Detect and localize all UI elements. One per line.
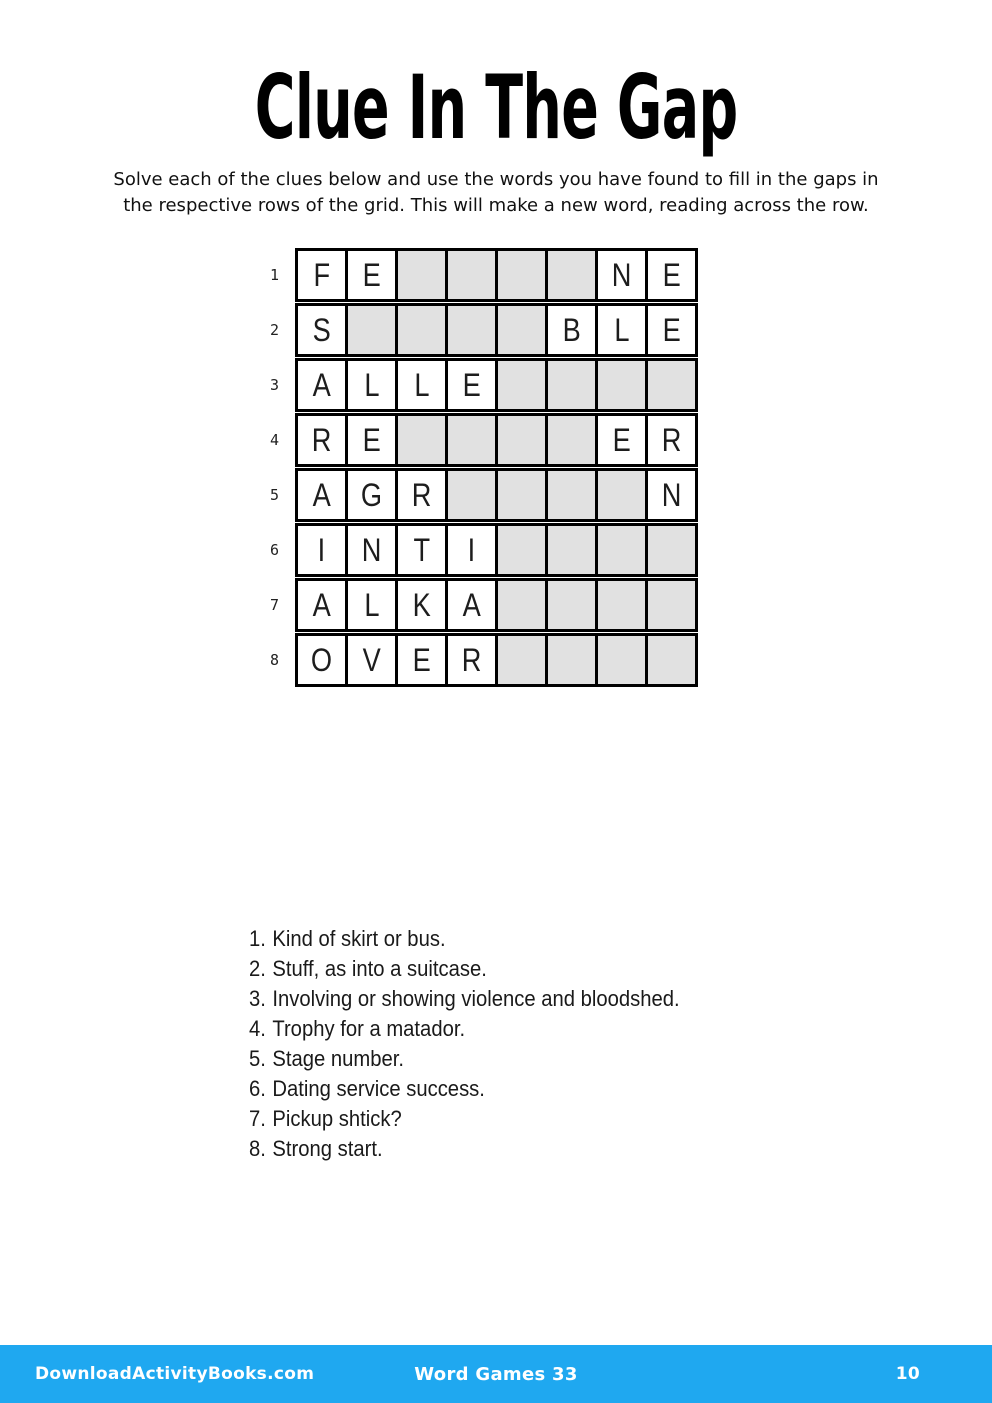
grid-row: [249, 578, 698, 632]
grid-row: [249, 523, 698, 577]
clue-text: Pickup shtick?: [272, 1106, 402, 1131]
grid-gap-cell: [445, 248, 498, 302]
grid-letter-cell: [295, 358, 348, 412]
grid-letter-cell: [345, 468, 398, 522]
clue-number: 5.: [249, 1046, 266, 1071]
grid-letter-cell: [395, 578, 448, 632]
grid-letter-cell: [295, 468, 348, 522]
clue-text: Kind of skirt or bus.: [272, 926, 446, 951]
grid-gap-cell: [445, 303, 498, 357]
clue-item: [249, 1074, 680, 1104]
clue-text: Strong start.: [272, 1136, 383, 1161]
grid-letter-cell: [295, 523, 348, 577]
grid-gap-cell: [545, 633, 598, 687]
clues-list: [249, 924, 717, 1164]
grid-letter-cell: [595, 303, 648, 357]
grid-letter-cell: [595, 413, 648, 467]
grid-gap-cell: [595, 523, 648, 577]
grid-letter: I: [467, 532, 476, 568]
clue-item: [249, 924, 680, 954]
grid-letter-cell: [445, 578, 498, 632]
grid-letter: E: [412, 642, 431, 678]
grid-gap-cell: [545, 358, 598, 412]
grid-row-number: 6: [269, 541, 279, 559]
grid-letter-cell: [645, 248, 698, 302]
grid-letter: L: [413, 367, 430, 403]
grid-letter: G: [360, 477, 383, 513]
grid-row-cells: [295, 358, 698, 412]
clue-item: [249, 1044, 680, 1074]
grid-row-number: 5: [269, 486, 279, 504]
grid-letter-cell: [645, 303, 698, 357]
grid-row: [249, 633, 698, 687]
grid-row-number: 1: [269, 266, 279, 284]
instructions: [0, 167, 992, 219]
grid-letter: N: [611, 257, 632, 293]
grid-gap-cell: [645, 358, 698, 412]
instructions-line-2: the respective rows of the grid. This will make a new word, reading across the row.: [123, 195, 869, 216]
grid-gap-cell: [645, 633, 698, 687]
grid-gap-cell: [395, 248, 448, 302]
grid-letter: K: [412, 587, 431, 623]
grid-gap-cell: [495, 358, 548, 412]
grid-letter: O: [310, 642, 333, 678]
clue-number: 6.: [249, 1076, 266, 1101]
grid-gap-cell: [545, 248, 598, 302]
grid-letter: L: [613, 312, 630, 348]
grid-letter: A: [312, 587, 331, 623]
grid-gap-cell: [345, 303, 398, 357]
instructions-line-1: Solve each of the clues below and use the words you have found to fill in the gaps in: [113, 169, 879, 190]
grid-letter: L: [363, 587, 380, 623]
grid-letter: A: [462, 587, 481, 623]
grid-letter-cell: [295, 633, 348, 687]
clue-item: [249, 1134, 680, 1164]
grid-letter-cell: [395, 523, 448, 577]
grid-letter: E: [362, 422, 381, 458]
grid-row-number: 4: [269, 431, 279, 449]
grid-row-number: 7: [269, 596, 279, 614]
grid-letter-cell: [345, 578, 398, 632]
grid-gap-cell: [595, 468, 648, 522]
clue-item: [249, 954, 680, 984]
clue-text: Stuff, as into a suitcase.: [272, 956, 487, 981]
grid-row-number: 8: [269, 651, 279, 669]
grid-letter-cell: [295, 578, 348, 632]
grid-letter-cell: [345, 523, 398, 577]
grid-gap-cell: [495, 633, 548, 687]
grid-letter-cell: [545, 303, 598, 357]
grid-gap-cell: [495, 468, 548, 522]
grid-letter-cell: [295, 413, 348, 467]
grid-gap-cell: [645, 578, 698, 632]
grid-letter-cell: [595, 248, 648, 302]
grid-row-cells: [295, 413, 698, 467]
grid-letter: E: [462, 367, 481, 403]
grid-gap-cell: [545, 413, 598, 467]
grid-letter-cell: [395, 633, 448, 687]
grid-row: [249, 468, 698, 522]
grid-letter: F: [313, 257, 330, 293]
grid-gap-cell: [495, 303, 548, 357]
grid-letter: I: [317, 532, 326, 568]
clue-item: [249, 984, 680, 1014]
clue-text: Dating service success.: [272, 1076, 485, 1101]
clue-number: 7.: [249, 1106, 266, 1131]
grid-row: [249, 303, 698, 357]
grid-letter-cell: [345, 633, 398, 687]
grid-letter: E: [362, 257, 381, 293]
grid-letter-cell: [345, 413, 398, 467]
grid-letter: L: [363, 367, 380, 403]
grid-letter: R: [661, 422, 682, 458]
grid-letter-cell: [645, 468, 698, 522]
grid-letter-cell: [445, 358, 498, 412]
clue-item: [249, 1104, 680, 1134]
footer-page-number: 10: [895, 1364, 920, 1384]
grid-letter-cell: [395, 468, 448, 522]
grid-gap-cell: [495, 523, 548, 577]
grid-gap-cell: [545, 468, 598, 522]
clue-number: 1.: [249, 926, 266, 951]
grid-letter: E: [662, 312, 681, 348]
grid-letter: S: [312, 312, 331, 348]
footer-bar: [0, 1345, 992, 1403]
grid-letter-cell: [345, 358, 398, 412]
grid-letter: R: [461, 642, 482, 678]
grid-gap-cell: [495, 248, 548, 302]
clue-item: [249, 1014, 680, 1044]
grid-letter-cell: [395, 358, 448, 412]
grid-letter: N: [661, 477, 682, 513]
grid-letter: R: [311, 422, 332, 458]
grid-letter-cell: [445, 523, 498, 577]
grid-row-cells: [295, 523, 698, 577]
grid-row-cells: [295, 248, 698, 302]
grid-gap-cell: [495, 413, 548, 467]
grid-letter: A: [312, 477, 331, 513]
grid-gap-cell: [445, 468, 498, 522]
grid-row: [249, 358, 698, 412]
grid-gap-cell: [395, 303, 448, 357]
grid-letter: V: [362, 642, 381, 678]
grid-letter-cell: [295, 248, 348, 302]
grid-row-cells: [295, 578, 698, 632]
clue-number: 8.: [249, 1136, 266, 1161]
page-title-text: Clue In The Gap: [254, 56, 738, 159]
clue-number: 2.: [249, 956, 266, 981]
grid-letter: T: [413, 532, 430, 568]
grid-gap-cell: [545, 578, 598, 632]
grid-gap-cell: [595, 578, 648, 632]
grid-letter-cell: [345, 248, 398, 302]
footer-website: DownloadActivityBooks.com: [35, 1364, 315, 1384]
grid-letter: E: [662, 257, 681, 293]
grid-gap-cell: [395, 413, 448, 467]
grid-letter: R: [411, 477, 432, 513]
grid-gap-cell: [495, 578, 548, 632]
footer-book-title: Word Games 33: [414, 1363, 578, 1385]
grid-letter: A: [312, 367, 331, 403]
grid-row-cells: [295, 303, 698, 357]
grid-gap-cell: [595, 358, 648, 412]
puzzle-grid: [249, 248, 698, 688]
grid-letter: N: [361, 532, 382, 568]
clue-number: 4.: [249, 1016, 266, 1041]
grid-row-number: 2: [269, 321, 279, 339]
grid-gap-cell: [595, 633, 648, 687]
grid-gap-cell: [545, 523, 598, 577]
grid-row-number: 3: [269, 376, 279, 394]
grid-row: [249, 413, 698, 467]
clue-text: Involving or showing violence and bloodshed.: [272, 986, 680, 1011]
grid-gap-cell: [645, 523, 698, 577]
grid-row-cells: [295, 468, 698, 522]
grid-letter-cell: [445, 633, 498, 687]
grid-row: [249, 248, 698, 302]
grid-letter-cell: [645, 413, 698, 467]
page-title: [0, 56, 992, 159]
grid-letter-cell: [295, 303, 348, 357]
clue-number: 3.: [249, 986, 266, 1011]
clue-text: Stage number.: [272, 1046, 404, 1071]
clue-text: Trophy for a matador.: [272, 1016, 466, 1041]
grid-letter: E: [612, 422, 631, 458]
grid-letter: B: [562, 312, 581, 348]
grid-gap-cell: [445, 413, 498, 467]
grid-row-cells: [295, 633, 698, 687]
